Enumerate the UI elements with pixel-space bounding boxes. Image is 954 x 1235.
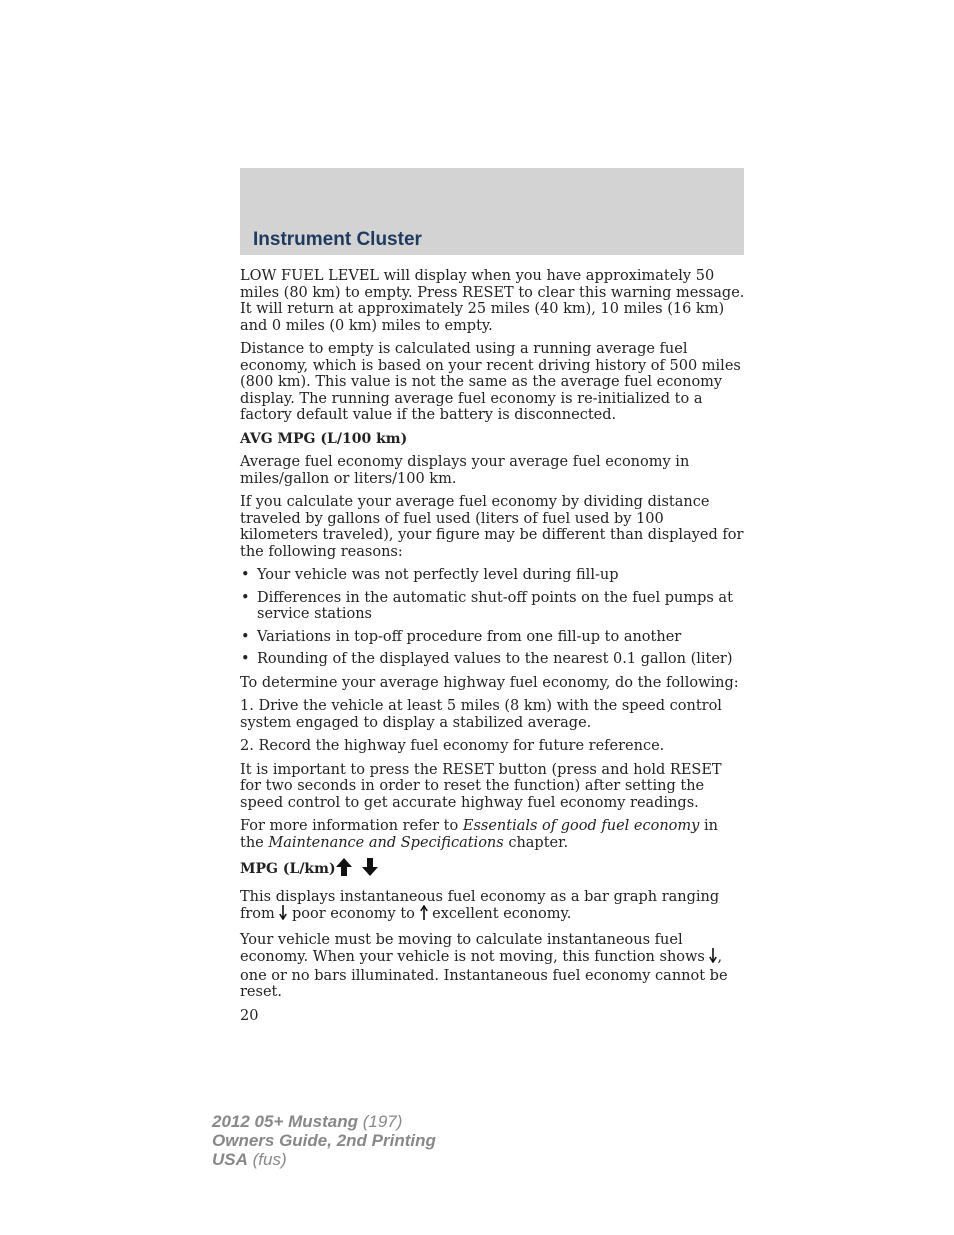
calculate-paragraph: If you calculate your average fuel economy by dividing distance traveled by gallons of fuel used (liters of fuel used by 100 kilometers traveled), your figure may be different than displayed for the following reasons:	[240, 494, 744, 560]
bullet: •	[241, 651, 250, 667]
footer-region: USA	[212, 1150, 248, 1169]
section-header-band	[240, 168, 744, 255]
reasons-list	[240, 567, 745, 668]
avg-mpg-heading: AVG MPG (L/100 km)	[240, 430, 408, 447]
page-number: 20	[240, 1007, 259, 1024]
mpg-heading-row	[240, 858, 745, 881]
footer-model: 2012 05+ Mustang	[212, 1112, 358, 1131]
text-run: For more information refer to	[240, 818, 463, 834]
document-footer	[212, 1112, 436, 1169]
low-fuel-paragraph: LOW FUEL LEVEL will display when you have approximately 50 miles (80 km) to empty. Press RESET to clear this warning message. It will return at approximately 25 miles (40 km), 10 miles (16 km) and 0 miles (0 km) miles to empty.	[240, 268, 745, 334]
text-run: chapter.	[503, 834, 569, 851]
text-run: Your vehicle must be moving to calculate instantaneous fuel economy. When your vehicle is not moving, this function shows	[240, 931, 710, 965]
step-2: 2. Record the highway fuel economy for future reference.	[240, 738, 665, 754]
arrow-down-icon	[362, 858, 378, 881]
text-run: in the	[240, 818, 718, 851]
page-content	[240, 268, 745, 1031]
text-run: poor economy to	[287, 906, 420, 922]
list-item-text: Your vehicle was not perfectly level during fill-up	[257, 567, 619, 583]
footer-region-code: (fus)	[247, 1150, 287, 1169]
list-item	[240, 651, 745, 668]
distance-to-empty-paragraph: Distance to empty is calculated using a running average fuel economy, which is based on your recent driving history of 500 miles (800 km). This value is not the same as the average fuel economy display. The running average fuel economy is re-initialized to a factory default value if the battery is disconnected.	[240, 341, 741, 423]
list-item	[240, 590, 745, 623]
section-title: Instrument Cluster	[253, 229, 422, 250]
step-1: 1. Drive the vehicle at least 5 miles (8 km) with the speed control system engaged to display a stabilized average.	[240, 698, 722, 731]
moving-paragraph	[240, 932, 745, 1001]
bullet: •	[241, 589, 250, 606]
more-info-paragraph	[240, 818, 745, 851]
bar-graph-paragraph	[240, 889, 745, 925]
footer-line-1	[212, 1112, 436, 1131]
reference-essentials: Essentials of good fuel economy	[462, 818, 700, 834]
thin-arrow-up-icon	[420, 905, 428, 925]
footer-model-code: (197)	[358, 1112, 403, 1131]
list-item	[240, 629, 745, 646]
mpg-heading: MPG (L/km)	[240, 861, 336, 877]
text-run: This displays instantaneous fuel economy as a bar graph ranging from	[240, 888, 720, 922]
text-run: excellent economy.	[427, 906, 572, 922]
avg-fuel-economy-paragraph: Average fuel economy displays your average fuel economy in miles/gallon or liters/100 km.	[240, 454, 690, 487]
reset-paragraph: It is important to press the RESET button (press and hold RESET for two seconds in order to reset the function) after setting the speed control to get accurate highway fuel economy readings.	[240, 761, 722, 811]
footer-line-2	[212, 1131, 436, 1150]
list-item-text: Rounding of the displayed values to the nearest 0.1 gallon (liter)	[257, 651, 733, 667]
arrow-up-icon	[336, 858, 352, 881]
list-item-text: Variations in top-off procedure from one fill-up to another	[257, 628, 682, 645]
text-run: , one or no bars illuminated. Instantaneous fuel economy cannot be reset.	[240, 949, 728, 1000]
list-item	[240, 567, 745, 584]
bullet: •	[241, 567, 250, 583]
highway-intro-paragraph: To determine your average highway fuel economy, do the following:	[240, 674, 739, 691]
footer-line-3	[212, 1150, 436, 1169]
list-item-text: Differences in the automatic shut-off points on the fuel pumps at service stations	[257, 589, 733, 622]
footer-guide: Owners Guide, 2nd Printing	[212, 1131, 436, 1150]
reference-maintenance: Maintenance and Specifications	[268, 834, 504, 851]
bullet: •	[241, 628, 250, 645]
